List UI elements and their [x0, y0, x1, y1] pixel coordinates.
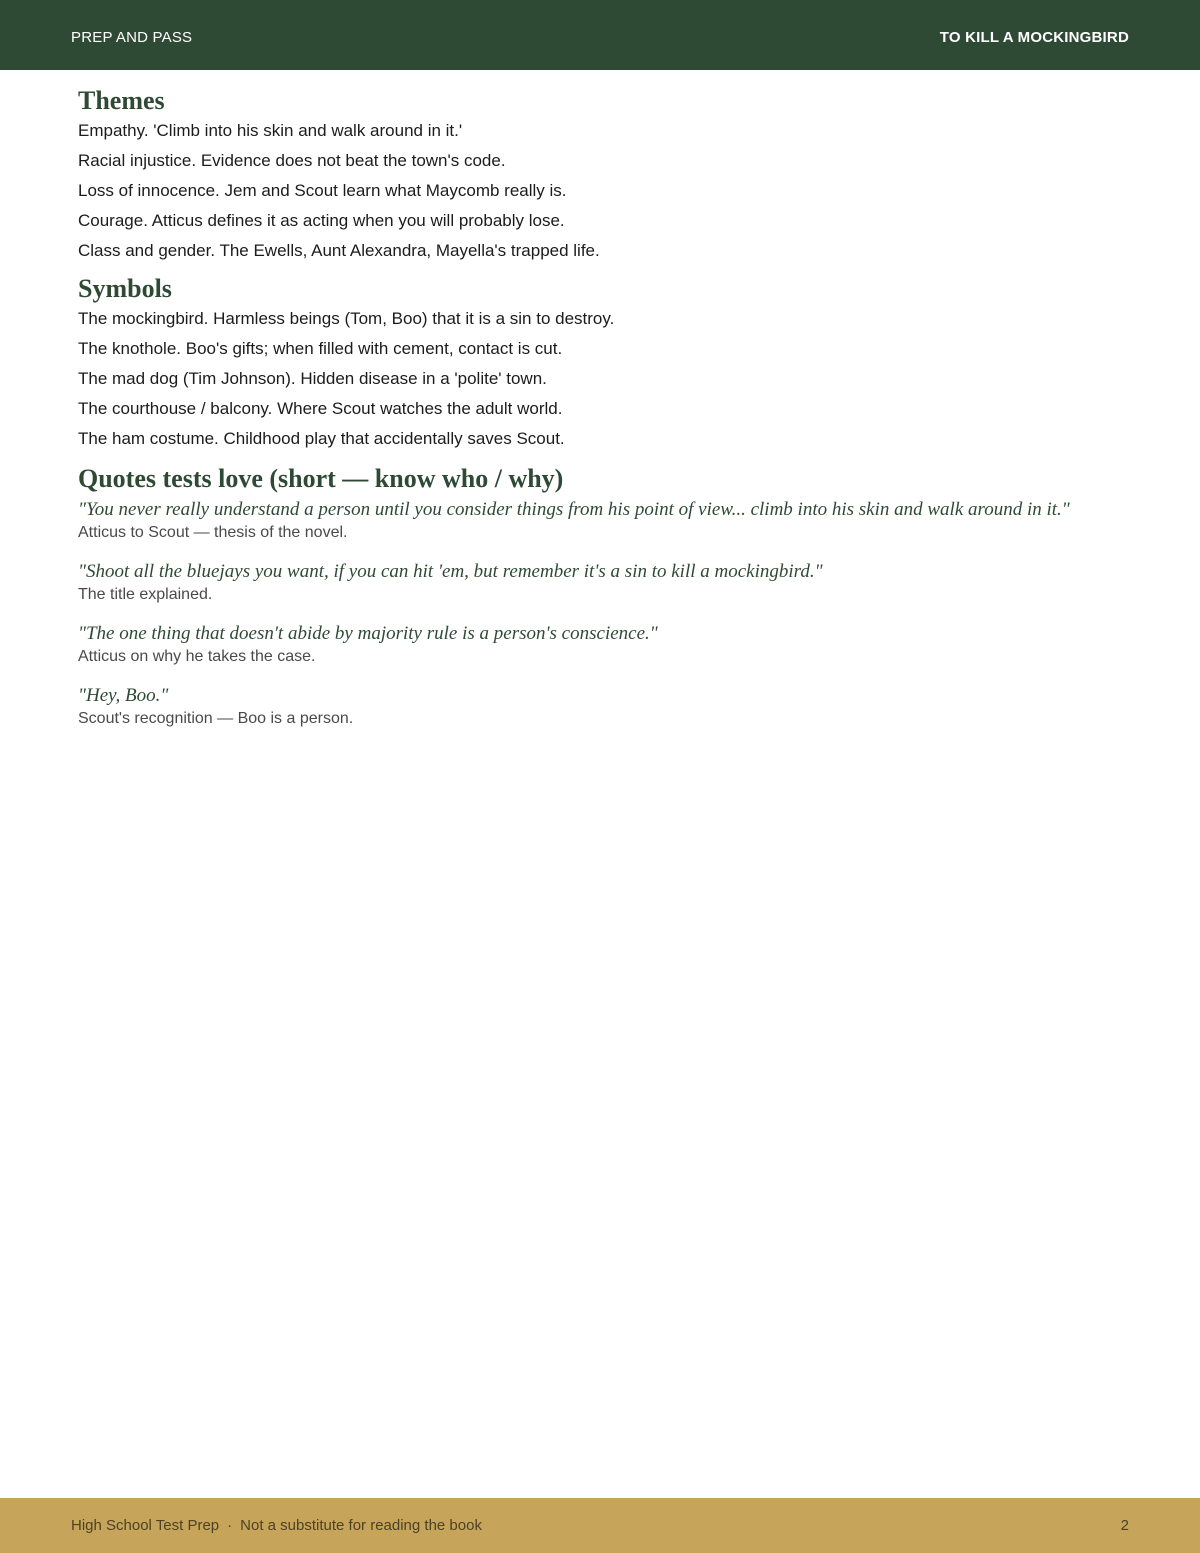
themes-section [78, 86, 1138, 262]
footer-separator: · [227, 1517, 233, 1534]
document-title: TO KILL A MOCKINGBIRD [939, 29, 1129, 46]
footer-text [71, 1517, 482, 1534]
quote-note: The title explained. [78, 586, 213, 603]
theme-item: Courage. Atticus defines it as acting when you will probably lose. [78, 211, 565, 230]
page-number: 2 [1120, 1517, 1129, 1534]
footer-disclaimer: Not a substitute for reading the book [240, 1517, 482, 1534]
main-content [78, 86, 1138, 746]
quote-block [78, 560, 1138, 606]
theme-item: Racial injustice. Evidence does not beat the town's code. [78, 151, 506, 170]
quote-note: Atticus on why he takes the case. [78, 648, 316, 665]
symbol-item: The knothole. Boo's gifts; when filled with cement, contact is cut. [78, 339, 563, 358]
quote-block [78, 684, 1138, 730]
theme-item: Empathy. 'Climb into his skin and walk around in it.' [78, 121, 463, 140]
page-header [0, 0, 1200, 70]
brand-name: PREP AND PASS [71, 29, 193, 46]
quote-block [78, 622, 1138, 668]
quote-note: Atticus to Scout — thesis of the novel. [78, 524, 348, 541]
symbol-item: The mad dog (Tim Johnson). Hidden disease in a 'polite' town. [78, 369, 547, 388]
theme-item: Loss of innocence. Jem and Scout learn what Maycomb really is. [78, 181, 567, 200]
theme-item: Class and gender. The Ewells, Aunt Alexandra, Mayella's trapped life. [78, 241, 600, 260]
quote-text: "You never really understand a person until you consider things from his point of view... climb into his skin and walk around in it." [78, 499, 1070, 520]
quotes-section [78, 464, 1138, 730]
themes-heading: Themes [78, 86, 165, 115]
quote-text: "Hey, Boo." [78, 685, 169, 706]
quote-text: "The one thing that doesn't abide by majority rule is a person's conscience." [78, 623, 658, 644]
quote-block [78, 498, 1138, 544]
page-footer [0, 1498, 1200, 1553]
quote-note: Scout's recognition — Boo is a person. [78, 710, 354, 727]
symbol-item: The courthouse / balcony. Where Scout watches the adult world. [78, 399, 563, 418]
symbols-section [78, 274, 1138, 450]
symbol-item: The mockingbird. Harmless beings (Tom, Boo) that it is a sin to destroy. [78, 309, 615, 328]
quote-text: "Shoot all the bluejays you want, if you can hit 'em, but remember it's a sin to kill a mockingbird." [78, 561, 823, 582]
symbol-item: The ham costume. Childhood play that accidentally saves Scout. [78, 429, 565, 448]
symbols-heading: Symbols [78, 274, 172, 303]
footer-publisher: High School Test Prep [71, 1517, 220, 1534]
quotes-heading: Quotes tests love (short — know who / why) [78, 464, 564, 493]
